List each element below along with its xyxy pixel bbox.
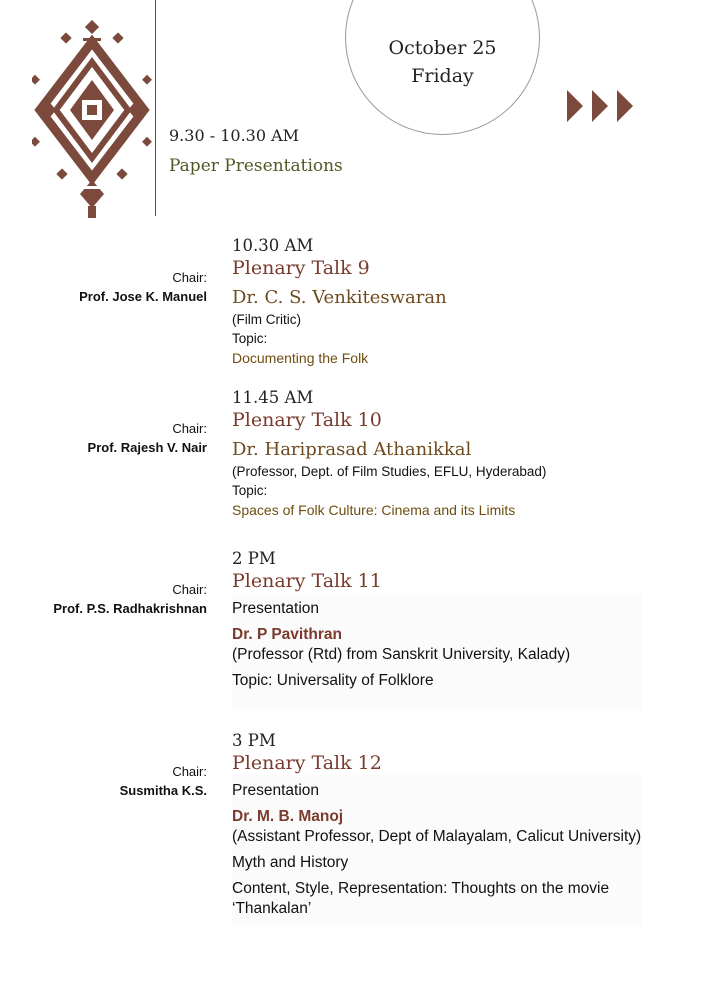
chair-name: Prof. Rajesh V. Nair xyxy=(87,440,207,455)
session-title: Plenary Talk 10 xyxy=(232,409,382,431)
topic-label: Topic: xyxy=(232,483,268,498)
session-type: Presentation xyxy=(232,600,320,617)
speaker-name: Dr. P Pavithran xyxy=(232,626,342,643)
event-day: Friday xyxy=(411,65,474,87)
chair-label: Chair: xyxy=(172,764,207,779)
chair-block xyxy=(79,268,207,306)
session-block xyxy=(232,388,642,520)
speaker-name: Dr. M. B. Manoj xyxy=(232,808,344,825)
session-type: Presentation xyxy=(232,782,320,799)
session-time: 3 PM xyxy=(232,731,276,750)
triple-arrow-icon xyxy=(567,90,637,122)
speaker-name: Dr. Hariprasad Athanikkal xyxy=(232,439,472,460)
session-time: 11.45 AM xyxy=(232,388,314,407)
divider-line xyxy=(155,0,156,216)
session-block xyxy=(232,731,642,925)
topic-label: Topic: xyxy=(232,331,268,346)
session-title: Plenary Talk 11 xyxy=(232,570,382,592)
chair-block xyxy=(88,419,207,457)
topic-text: Topic: Universality of Folklore xyxy=(232,672,434,689)
session-details xyxy=(232,593,642,711)
chair-name: Susmitha K.S. xyxy=(119,783,207,798)
session-title: Plenary Talk 12 xyxy=(232,752,382,774)
speaker-affiliation: (Professor, Dept. of Film Studies, EFLU, Hyderabad) xyxy=(232,464,547,479)
event-date: October 25 xyxy=(388,37,497,59)
speaker-affiliation: (Film Critic) xyxy=(232,312,301,327)
chair-label: Chair: xyxy=(172,421,207,436)
session-theme: Myth and History xyxy=(232,854,349,871)
chair-label: Chair: xyxy=(172,582,207,597)
session-block xyxy=(232,549,642,711)
chair-name: Prof. P.S. Radhakrishnan xyxy=(53,601,207,616)
session-details xyxy=(232,775,642,925)
session-title: Plenary Talk 9 xyxy=(232,257,370,279)
session-time: 2 PM xyxy=(232,549,276,568)
folk-motif-icon xyxy=(32,20,152,220)
session-block xyxy=(232,236,642,368)
chair-name: Prof. Jose K. Manuel xyxy=(79,289,207,304)
speaker-name: Dr. C. S. Venkiteswaran xyxy=(232,287,447,308)
speaker-affiliation: (Assistant Professor, Dept of Malayalam, Calicut University) xyxy=(232,828,642,845)
date-circle xyxy=(345,0,540,135)
chair-block xyxy=(53,580,207,618)
speaker-affiliation: (Professor (Rtd) from Sanskrit University, Kalady) xyxy=(232,646,571,663)
topic-text: Content, Style, Representation: Thoughts on the movie ‘Thankalan’ xyxy=(232,880,610,917)
chair-label: Chair: xyxy=(172,270,207,285)
chair-block xyxy=(120,762,207,800)
first-session-title: Paper Presentations xyxy=(169,156,343,176)
topic-text: Documenting the Folk xyxy=(232,350,369,366)
topic-text: Spaces of Folk Culture: Cinema and its Limits xyxy=(232,502,516,518)
session-time: 10.30 AM xyxy=(232,236,314,255)
first-session-time: 9.30 - 10.30 AM xyxy=(169,126,300,145)
